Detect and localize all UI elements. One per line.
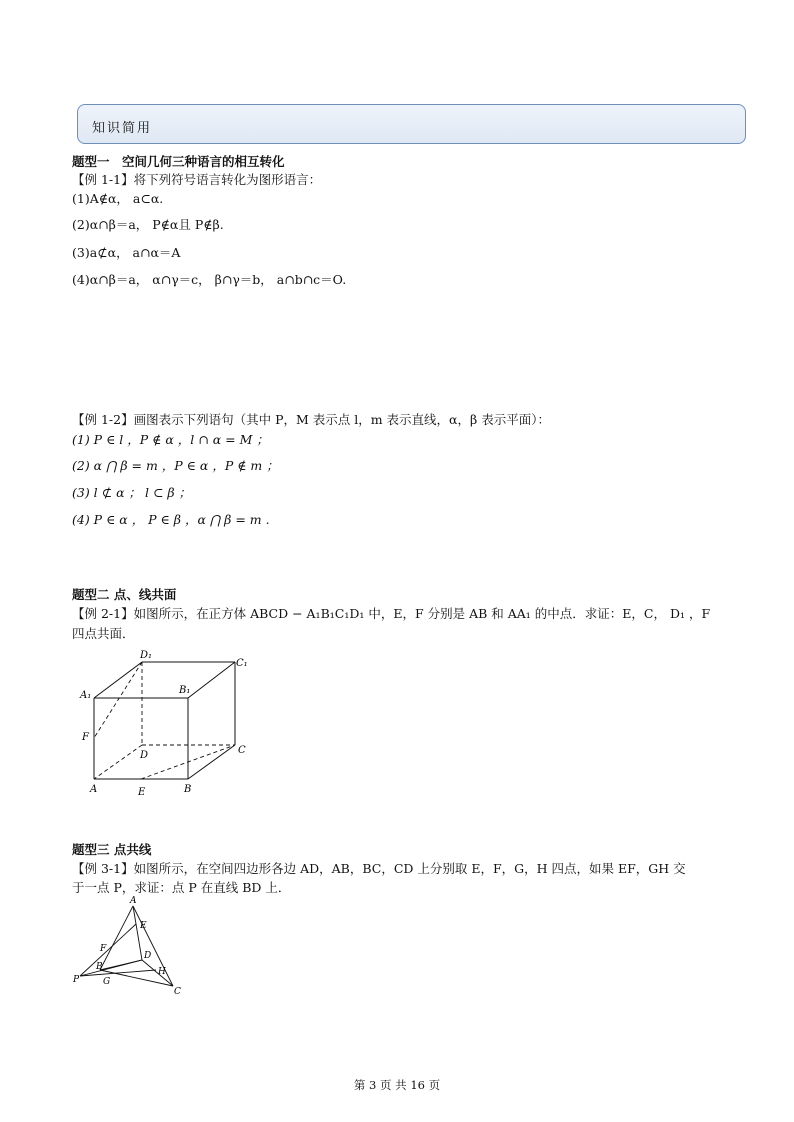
banner-label: 知识简用	[92, 121, 153, 136]
cube-label-b: B	[184, 784, 192, 795]
cube-label-a1: A₁	[80, 690, 92, 701]
tetra-label-b: B	[96, 962, 103, 972]
example-3-1-line-1: 【例 3-1】如图所示，在空间四边形各边 AD，AB，BC，CD 上分别取 E，F，G，H 四点，如果 EF，GH 交	[72, 861, 686, 876]
cube-label-b1: B₁	[179, 685, 191, 696]
example-1-2-item-1: (1) P ∈ l ，P ∉ α ，l ∩ α = M ；	[72, 432, 269, 447]
tetrahedron-figure	[70, 892, 200, 1002]
example-2-1-line-2: 四点共面．	[72, 626, 135, 641]
example-1-2-item-3: (3) l ⊄ α ； l ⊂ β ；	[72, 485, 192, 500]
section-banner	[77, 104, 746, 144]
cube-label-a: A	[90, 784, 98, 795]
example-1-1-item-2: (2)α∩β＝a， P∉α且 P∉β.	[72, 217, 224, 232]
example-1-2-item-2: (2) α ⋂ β = m ，P ∈ α ，P ∉ m ；	[72, 458, 279, 473]
section3-title: 题型三 点共线	[72, 842, 152, 857]
cube-label-f: F	[82, 732, 89, 743]
example-1-1-item-4: (4)α∩β＝a， α∩γ＝c， β∩γ＝b， a∩b∩c＝O.	[72, 272, 347, 287]
cube-figure	[76, 646, 266, 800]
cube-label-d: D	[140, 750, 149, 761]
example-1-1-item-3: (3)a⊄α， a∩α＝A	[72, 245, 181, 260]
tetra-label-e: E	[140, 921, 147, 931]
example-1-1-item-1: (1)A∉α， a⊂α.	[72, 191, 164, 206]
example-3-1-line-2: 于一点 P，求证：点 P 在直线 BD 上．	[72, 880, 291, 895]
cube-label-c: C	[238, 745, 246, 756]
example-1-2-intro: 【例 1-2】画图表示下列语句（其中 P，M 表示点 l，m 表示直线，α，β 表示平面）：	[72, 412, 550, 427]
tetra-label-c: C	[174, 987, 181, 997]
tetra-label-f: F	[100, 944, 107, 954]
cube-label-e: E	[138, 787, 146, 798]
tetra-label-g: G	[103, 977, 111, 987]
tetra-label-p: P	[73, 975, 80, 985]
page-footer: 第 3 页 共 16 页	[353, 1078, 441, 1092]
example-1-2-item-4: (4) P ∈ α ， P ∈ β ，α ⋂ β = m .	[72, 512, 270, 527]
example-2-1-line-1: 【例 2-1】如图所示，在正方体 ABCD − A₁B₁C₁D₁ 中，E，F 分别是 AB 和 AA₁ 的中点．求证：E，C， D₁ ，F	[72, 606, 711, 621]
cube-label-c1: C₁	[236, 658, 248, 669]
section1-title: 题型一 空间几何三种语言的相互转化	[72, 154, 285, 169]
example-1-1-intro: 【例 1-1】将下列符号语言转化为图形语言：	[72, 172, 322, 187]
cube-label-d1: D₁	[140, 650, 153, 661]
tetra-label-d: D	[144, 951, 152, 961]
section2-title: 题型二 点、线共面	[72, 587, 177, 602]
tetra-label-a: A	[130, 896, 137, 906]
tetra-label-h: H	[158, 967, 166, 977]
